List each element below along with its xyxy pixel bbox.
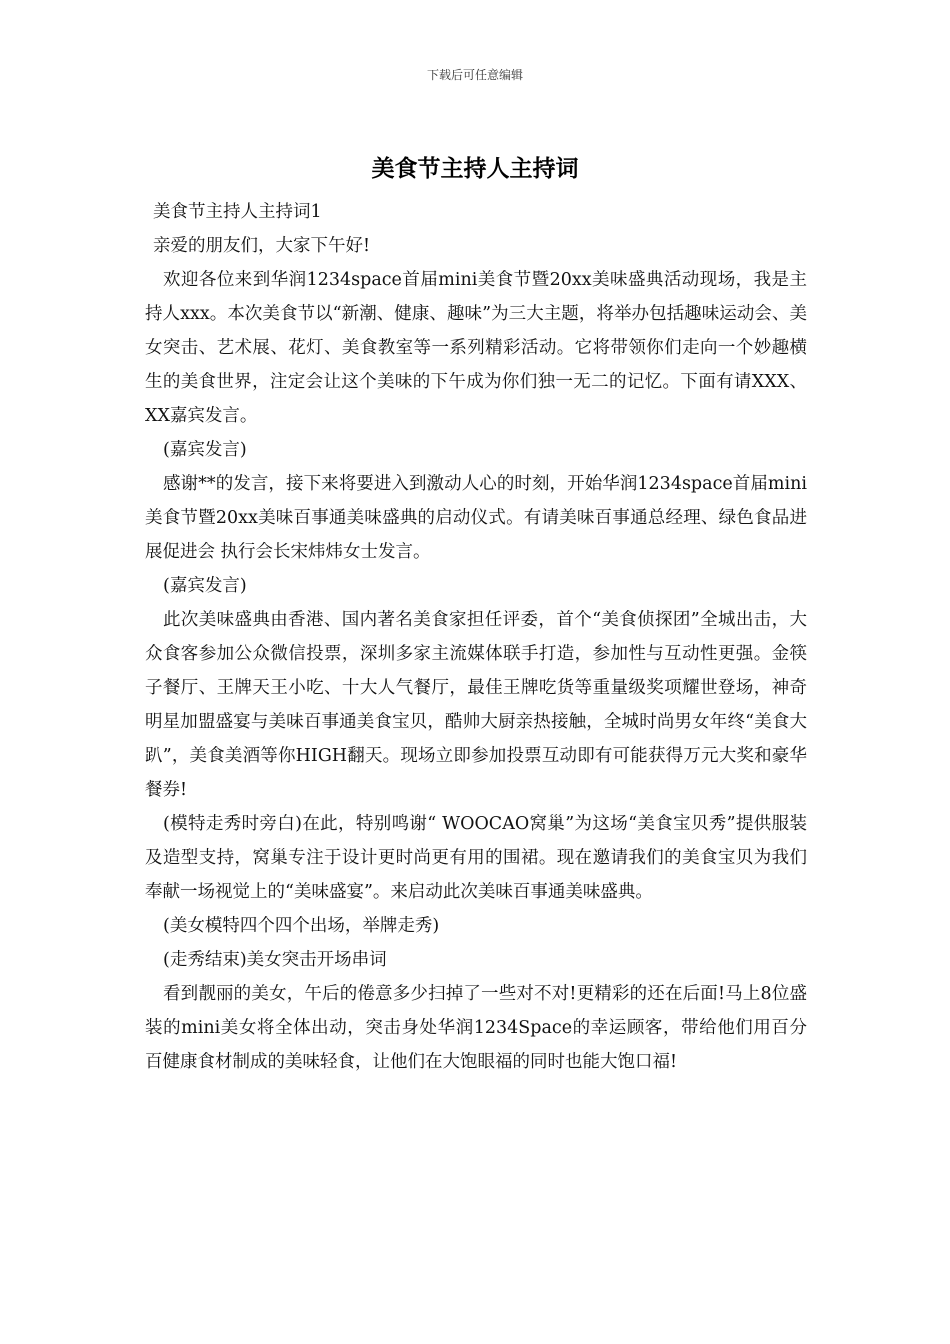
stage-direction: (嘉宾发言): [163, 576, 247, 596]
subtitle-paragraph: 美食节主持人主持词1: [153, 202, 322, 222]
document-body: [145, 195, 807, 1079]
welcome-paragraph: 欢迎各位来到华润1234space首届mini美食节暨20xx美味盛典活动现场，我是主持人xxx。本次美食节以“新潮、健康、趣味”为三大主题，将举办包括趣味运动会、美女突击、艺术展、花灯、美食教室等一系列精彩活动。它将带领你们走向一个妙趣横生的美食世界，注定会让这个美味的下午成为你们独一无二的记忆。下面有请XXX、XX嘉宾发言。: [145, 270, 807, 426]
stage-direction: (美女模特四个四个出场，举牌走秀): [163, 916, 440, 936]
stage-direction: (嘉宾发言): [163, 440, 247, 460]
closing-paragraph: 看到靓丽的美女，午后的倦意多少扫掉了一些对不对!更精彩的还在后面!马上8位盛装的mini美女将全体出动，突击身处华润1234Space的幸运顾客，带给他们用百分百健康食材制成的美味轻食，让他们在大饱眼福的同时也能大饱口福!: [145, 984, 807, 1072]
thanks-paragraph: 感谢**的发言，接下来将要进入到激动人心的时刻，开始华润1234space首届mini美食节暨20xx美味百事通美味盛典的启动仪式。有请美味百事通总经理、绿色食品进展促进会 执行会长宋炜炜女士发言。: [145, 474, 807, 562]
ceremony-paragraph: 此次美味盛典由香港、国内著名美食家担任评委，首个“美食侦探团”全城出击，大众食客参加公众微信投票，深圳多家主流媒体联手打造，参加性与互动性更强。金筷子餐厅、王牌天王小吃、十大人气餐厅，最佳王牌吃货等重量级奖项耀世登场，神奇明星加盟盛宴与美味百事通美食宝贝，酷帅大厨亲热接触，全城时尚男女年终“美食大趴”，美食美酒等你HIGH翻天。现场立即参加投票互动即有可能获得万元大奖和豪华餐券!: [145, 610, 807, 800]
document-title: 美食节主持人主持词: [371, 155, 579, 182]
greeting-paragraph: 亲爱的朋友们，大家下午好!: [153, 236, 371, 256]
header-note: 下载后可任意编辑: [426, 68, 523, 82]
stage-direction: (走秀结束)美女突击开场串词: [163, 950, 387, 970]
model-show-paragraph: (模特走秀时旁白)在此，特别鸣谢“ WOOCAO窝巢”为这场“美食宝贝秀”提供服装及造型支持，窝巢专注于设计更时尚更有用的围裙。现在邀请我们的美食宝贝为我们奉献一场视觉上的“美味盛宴”。来启动此次美味百事通美味盛典。: [145, 814, 807, 902]
